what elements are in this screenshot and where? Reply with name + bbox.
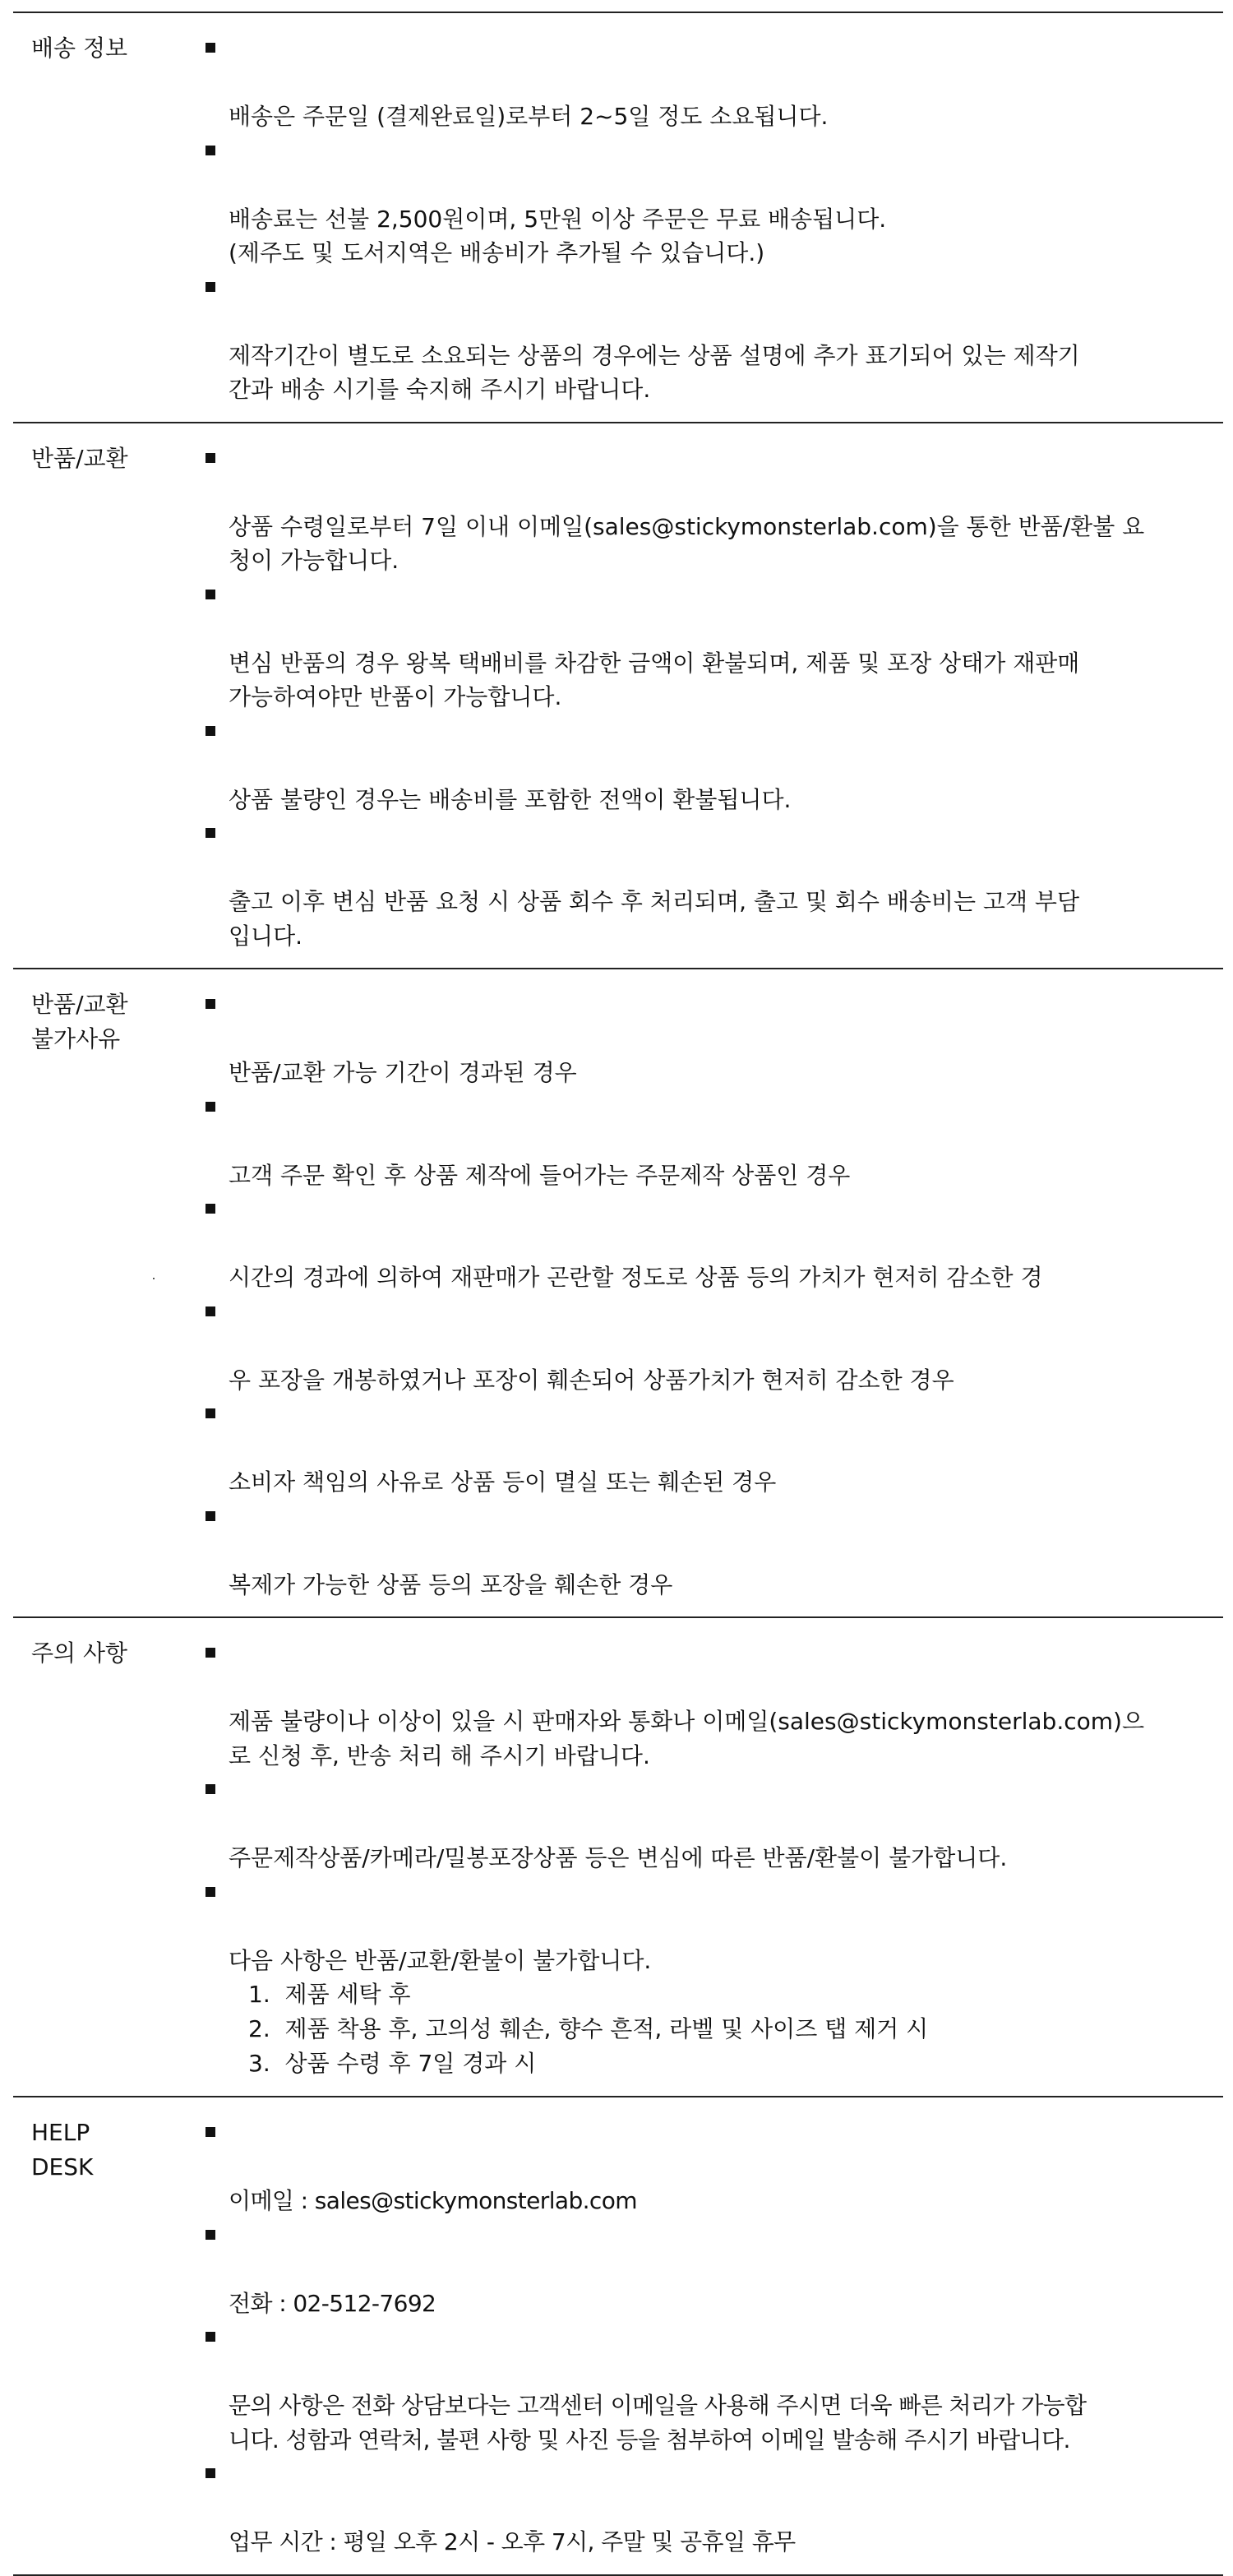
square-bullet-icon bbox=[206, 43, 215, 53]
stray-dot bbox=[153, 1278, 155, 1279]
square-bullet-icon bbox=[206, 282, 215, 292]
square-bullet-icon bbox=[206, 1784, 215, 1794]
shipping-info-row bbox=[13, 13, 1223, 423]
non-returnable-row bbox=[13, 969, 1223, 1618]
square-bullet-icon bbox=[206, 590, 215, 599]
row-label-help-desk: HELP DESK bbox=[31, 2119, 94, 2181]
return-exchange-row bbox=[13, 423, 1223, 970]
list-item bbox=[202, 715, 1198, 817]
numbered-sub-item: 1. 제품 세탁 후 bbox=[248, 1981, 411, 2008]
row-body-return-exchange bbox=[202, 442, 1223, 954]
list-item-text: 주문제작상품/카메라/밀봉포장상품 등은 변심에 따른 반품/환불이 불가합니다. bbox=[229, 1844, 1008, 1871]
list-item bbox=[202, 2218, 1198, 2321]
row-body-shipping-info bbox=[202, 31, 1223, 407]
square-bullet-icon bbox=[206, 726, 215, 736]
list-item-text: 상품 수령일로부터 7일 이내 이메일(sales@stickymonsterlab.com)을 통한 반품/환불 요 청이 가능합니다. bbox=[229, 512, 1145, 574]
list-item-text: 변심 반품의 경우 왕복 택배비를 차감한 금액이 환불되며, 제품 및 포장 상태가 재판매 가능하여야만 반품이 가능합니다. bbox=[229, 649, 1080, 710]
help-desk-row bbox=[13, 2097, 1223, 2576]
row-body-caution bbox=[202, 1636, 1223, 2081]
list-item bbox=[202, 1090, 1198, 1193]
square-bullet-icon bbox=[206, 828, 215, 838]
list-item-text: 소비자 책임의 사유로 상품 등이 멸실 또는 훼손된 경우 bbox=[229, 1468, 777, 1496]
list-item bbox=[202, 1192, 1198, 1295]
square-bullet-icon bbox=[206, 1408, 215, 1418]
row-body-help-desk bbox=[202, 2116, 1223, 2560]
help-email-text: 이메일 : sales@stickymonsterlab.com bbox=[229, 2187, 637, 2214]
list-item-text: 배송은 주문일 (결제완료일)로부터 2~5일 정도 소요됩니다. bbox=[229, 103, 829, 130]
square-bullet-icon bbox=[206, 2127, 215, 2137]
list-item-text: 다음 사항은 반품/교환/환불이 불가합니다. bbox=[229, 1946, 652, 1974]
list-item-text: 고객 주문 확인 후 상품 제작에 들어가는 주문제작 상품인 경우 bbox=[229, 1161, 851, 1189]
square-bullet-icon bbox=[206, 146, 215, 155]
square-bullet-icon bbox=[206, 2230, 215, 2240]
list-item bbox=[202, 816, 1198, 953]
list-item bbox=[202, 442, 1198, 578]
list-item bbox=[202, 1500, 1198, 1602]
list-item bbox=[202, 2320, 1198, 2457]
row-label-caution: 주의 사항 bbox=[31, 1639, 128, 1667]
list-item bbox=[202, 1773, 1198, 1875]
row-label-shipping-info: 배송 정보 bbox=[31, 35, 128, 62]
square-bullet-icon bbox=[206, 2468, 215, 2478]
square-bullet-icon bbox=[206, 999, 215, 1009]
list-item-text: 상품 불량인 경우는 배송비를 포함한 전액이 환불됩니다. bbox=[229, 785, 792, 813]
list-item-text: 제작기간이 별도로 소요되는 상품의 경우에는 상품 설명에 추가 표기되어 있는 제작기 간과 배송 시기를 숙지해 주시기 바랍니다. bbox=[229, 341, 1080, 403]
list-item bbox=[202, 1397, 1198, 1500]
list-item-text: 배송료는 선불 2,500원이며, 5만원 이상 주문은 무료 배송됩니다. (제주도 및 도서지역은 배송비가 추가될 수 있습니다.) bbox=[229, 205, 887, 266]
caution-row bbox=[13, 1618, 1223, 2097]
row-body-non-returnable bbox=[202, 987, 1223, 1602]
list-item-text: 복제가 가능한 상품 등의 포장을 훼손한 경우 bbox=[229, 1570, 673, 1598]
row-label-return-exchange: 반품/교환 bbox=[31, 444, 128, 472]
square-bullet-icon bbox=[206, 2332, 215, 2342]
list-item bbox=[202, 1636, 1198, 1773]
list-item bbox=[202, 2457, 1198, 2560]
square-bullet-icon bbox=[206, 1306, 215, 1316]
list-item-text: 출고 이후 변심 반품 요청 시 상품 회수 후 처리되며, 출고 및 회수 배송비는 고객 부담 입니다. bbox=[229, 888, 1079, 950]
numbered-sub-item: 2. 제품 착용 후, 고의성 훼손, 향수 흔적, 라벨 및 사이즈 탭 제거 시 bbox=[248, 2015, 929, 2042]
list-item-text: 우 포장을 개봉하였거나 포장이 훼손되어 상품가치가 현저히 감소한 경우 bbox=[229, 1366, 954, 1394]
list-item bbox=[202, 578, 1198, 715]
row-label-non-returnable: 반품/교환 불가사유 bbox=[31, 991, 128, 1052]
list-item-text: 반품/교환 가능 기간이 경과된 경우 bbox=[229, 1059, 577, 1086]
business-hours-text: 업무 시간 : 평일 오후 2시 - 오후 7시, 주말 및 공휴일 휴무 bbox=[229, 2528, 796, 2555]
list-item bbox=[202, 987, 1198, 1090]
square-bullet-icon bbox=[206, 1204, 215, 1214]
list-item bbox=[202, 134, 1198, 271]
list-item-text: 시간의 경과에 의하여 재판매가 곤란할 정도로 상품 등의 가치가 현저히 감소한 경 bbox=[229, 1264, 1043, 1291]
square-bullet-icon bbox=[206, 1102, 215, 1112]
list-item-text: 제품 불량이나 이상이 있을 시 판매자와 통화나 이메일(sales@stickymonsterlab.com)으 로 신청 후, 반송 처리 해 주시기 바랍니다. bbox=[229, 1708, 1144, 1769]
list-item bbox=[202, 31, 1198, 134]
list-item bbox=[202, 271, 1198, 407]
list-item bbox=[202, 1875, 1198, 1978]
square-bullet-icon bbox=[206, 1887, 215, 1897]
policy-table bbox=[13, 12, 1223, 2576]
help-phone-text: 전화 : 02-512-7692 bbox=[229, 2289, 436, 2317]
numbered-sub-item: 3. 상품 수령 후 7일 경과 시 bbox=[248, 2050, 537, 2077]
list-item bbox=[202, 1295, 1198, 1398]
square-bullet-icon bbox=[206, 1511, 215, 1521]
list-item bbox=[202, 2116, 1198, 2218]
list-item-text: 문의 사항은 전화 상담보다는 고객센터 이메일을 사용해 주시면 더욱 빠른 처리가 가능합 니다. 성함과 연락처, 불편 사항 및 사진 등을 첨부하여 이메일 발송해 주시기 바랍니다. bbox=[229, 2392, 1087, 2453]
square-bullet-icon bbox=[206, 453, 215, 463]
square-bullet-icon bbox=[206, 1648, 215, 1658]
